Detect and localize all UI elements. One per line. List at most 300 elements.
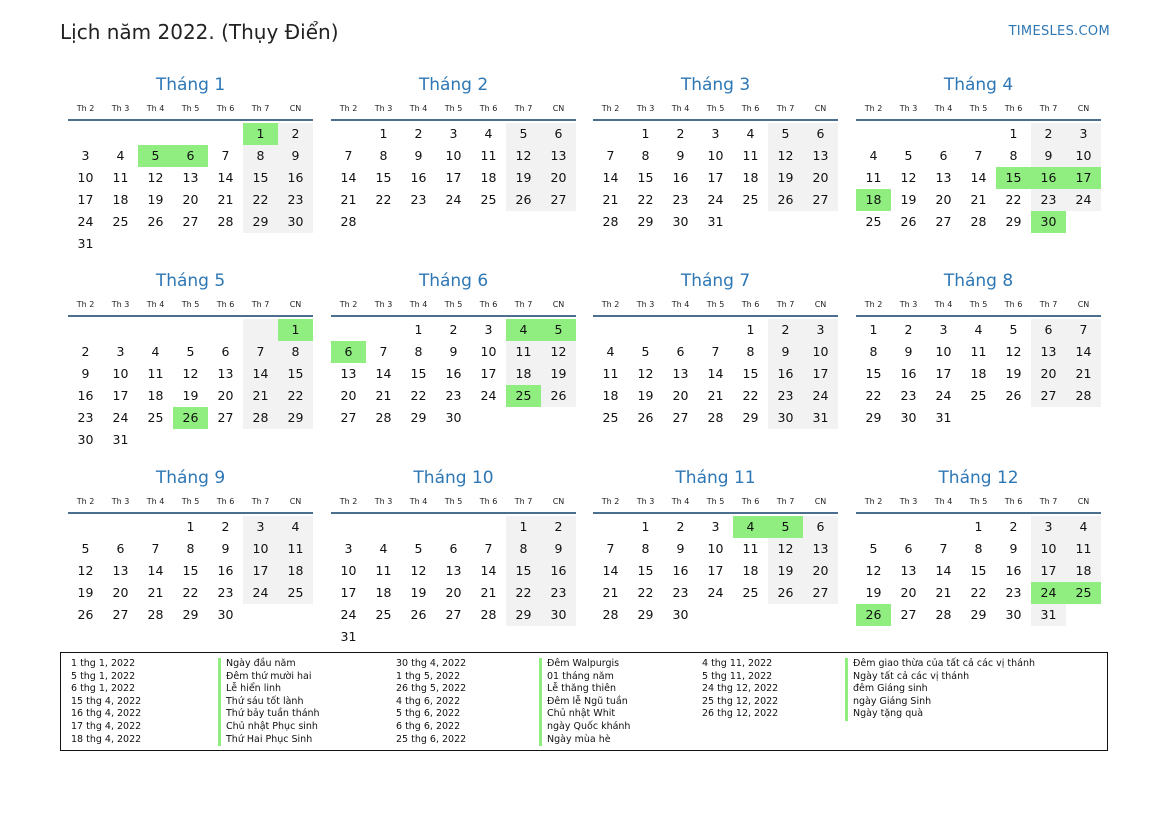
weekday-label: Th 4: [146, 300, 165, 309]
day-cell: 15: [742, 366, 759, 381]
day-cell: 12: [77, 563, 94, 578]
empty-cell: [961, 123, 996, 145]
day-cell: 7: [711, 344, 720, 359]
empty-cell: [366, 211, 401, 233]
day-cell: 19: [410, 585, 427, 600]
weekday-label: Th 6: [216, 497, 235, 506]
weekday-label: Th 4: [671, 300, 690, 309]
day-cell: 8: [869, 344, 878, 359]
day-cell: 1: [641, 126, 650, 141]
weekday-label: Th 2: [339, 300, 358, 309]
day-cell: 11: [506, 341, 541, 363]
weekday-label: Th 5: [706, 497, 725, 506]
day-cell: 13: [803, 145, 838, 167]
day-cell: 12: [768, 538, 803, 560]
day-cell: 5: [506, 123, 541, 145]
day-cell: 24: [243, 582, 278, 604]
empty-cell: [593, 516, 628, 538]
weekday-label: Th 3: [899, 300, 918, 309]
day-cell: 1: [641, 519, 650, 534]
day-cell: 29: [865, 410, 882, 425]
legend-names-3: [845, 658, 1035, 721]
holiday-cell: 6: [331, 341, 366, 363]
day-cell: 28: [340, 214, 357, 229]
holiday-cell: 15: [996, 167, 1031, 189]
legend-date: 25 thg 12, 2022: [702, 695, 779, 707]
day-cell: 3: [81, 148, 90, 163]
weekday-label: Th 4: [146, 497, 165, 506]
day-cell: 21: [375, 388, 392, 403]
day-cell: 5: [904, 148, 913, 163]
weekday-label: Th 3: [111, 104, 130, 113]
day-cell: 20: [803, 560, 838, 582]
empty-cell: [401, 211, 436, 233]
day-cell: 7: [151, 541, 160, 556]
day-cell: 1: [869, 322, 878, 337]
legend-dates-3: [702, 658, 778, 721]
day-cell: 18: [375, 585, 392, 600]
day-cell: 16: [900, 366, 917, 381]
day-cell: 30: [900, 410, 917, 425]
empty-cell: [733, 604, 768, 626]
day-cell: 10: [340, 563, 357, 578]
day-cell: 15: [182, 563, 199, 578]
weekday-label: Th 3: [374, 300, 393, 309]
day-cell: 22: [506, 582, 541, 604]
month-3: [593, 73, 838, 233]
empty-cell: [436, 626, 471, 648]
day-cell: 29: [742, 410, 759, 425]
weekday-label: CN: [1077, 104, 1090, 113]
empty-cell: [856, 123, 891, 145]
day-cell: 22: [742, 388, 759, 403]
weekday-header: [331, 295, 576, 317]
day-cell: 13: [935, 170, 952, 185]
day-cell: 23: [77, 410, 94, 425]
day-cell: 18: [1066, 560, 1101, 582]
empty-cell: [856, 516, 891, 538]
day-cell: 2: [541, 516, 576, 538]
empty-cell: [103, 233, 138, 255]
legend-date: 6 thg 1, 2022: [71, 683, 136, 695]
day-cell: 21: [707, 388, 724, 403]
month-11: [593, 466, 838, 626]
month-name: Tháng 4: [943, 75, 1014, 95]
empty-cell: [243, 429, 278, 451]
empty-cell: [593, 319, 628, 341]
legend-holiday-name: Ngày đầu năm: [218, 658, 320, 671]
day-cell: 4: [379, 541, 388, 556]
weekday-header: [593, 295, 838, 317]
day-cell: 2: [81, 344, 90, 359]
day-cell: 23: [278, 189, 313, 211]
holiday-cell: 1: [278, 319, 313, 341]
weekday-label: Th 3: [636, 300, 655, 309]
legend-date: 17 thg 4, 2022: [71, 720, 142, 732]
holiday-cell: 26: [173, 407, 208, 429]
empty-cell: [733, 211, 768, 233]
day-cell: 14: [935, 563, 952, 578]
empty-cell: [331, 516, 366, 538]
day-cell: 10: [1031, 538, 1066, 560]
day-grid: [856, 319, 1101, 429]
day-cell: 25: [865, 214, 882, 229]
day-cell: 24: [480, 388, 497, 403]
day-cell: 14: [1066, 341, 1101, 363]
empty-cell: [768, 211, 803, 233]
empty-cell: [593, 123, 628, 145]
weekday-label: Th 3: [636, 497, 655, 506]
day-cell: 22: [1005, 192, 1022, 207]
day-cell: 10: [707, 541, 724, 556]
day-cell: 8: [641, 148, 650, 163]
empty-cell: [278, 429, 313, 451]
day-cell: 19: [637, 388, 654, 403]
day-cell: 17: [480, 366, 497, 381]
weekday-label: Th 3: [899, 497, 918, 506]
day-cell: 1: [379, 126, 388, 141]
day-cell: 21: [935, 585, 952, 600]
day-cell: 10: [707, 148, 724, 163]
day-cell: 9: [676, 541, 685, 556]
day-cell: 20: [445, 585, 462, 600]
weekday-label: CN: [814, 497, 827, 506]
day-cell: 13: [445, 563, 462, 578]
day-grid: [593, 123, 838, 233]
weekday-label: Th 6: [1004, 497, 1023, 506]
legend-holiday-name: Chủ nhật Whit: [539, 708, 630, 721]
day-cell: 19: [768, 167, 803, 189]
day-cell: 31: [340, 629, 357, 644]
month-1: [68, 73, 313, 255]
month-4: [856, 73, 1101, 233]
day-cell: 14: [602, 170, 619, 185]
day-cell: 18: [742, 170, 759, 185]
weekday-label: Th 6: [216, 300, 235, 309]
weekday-label: Th 4: [671, 497, 690, 506]
holiday-cell: 25: [506, 385, 541, 407]
day-cell: 4: [484, 126, 493, 141]
day-cell: 21: [480, 585, 497, 600]
weekday-label: CN: [552, 497, 565, 506]
weekday-label: Th 7: [776, 300, 795, 309]
empty-cell: [506, 626, 541, 648]
day-cell: 22: [865, 388, 882, 403]
day-cell: 4: [151, 344, 160, 359]
day-cell: 22: [410, 388, 427, 403]
legend-names-1: [218, 658, 320, 746]
empty-cell: [331, 319, 366, 341]
holiday-cell: 6: [173, 145, 208, 167]
day-cell: 7: [243, 341, 278, 363]
weekday-label: Th 7: [776, 497, 795, 506]
day-cell: 20: [112, 585, 129, 600]
day-cell: 23: [1031, 189, 1066, 211]
weekday-label: Th 5: [969, 497, 988, 506]
month-name: Tháng 11: [675, 468, 756, 488]
day-cell: 25: [970, 388, 987, 403]
day-cell: 20: [672, 388, 689, 403]
day-cell: 7: [606, 148, 615, 163]
weekday-label: Th 6: [741, 104, 760, 113]
day-cell: 2: [221, 519, 230, 534]
day-cell: 29: [182, 607, 199, 622]
day-cell: 13: [900, 563, 917, 578]
day-cell: 15: [375, 170, 392, 185]
day-cell: 17: [77, 192, 94, 207]
empty-cell: [996, 407, 1031, 429]
weekday-label: Th 4: [671, 104, 690, 113]
weekday-header: [593, 492, 838, 514]
day-cell: 14: [340, 170, 357, 185]
day-cell: 13: [340, 366, 357, 381]
weekday-label: Th 3: [111, 300, 130, 309]
day-cell: 24: [935, 388, 952, 403]
day-cell: 10: [935, 344, 952, 359]
day-cell: 5: [81, 541, 90, 556]
day-cell: 11: [375, 563, 392, 578]
day-cell: 24: [707, 585, 724, 600]
day-cell: 3: [449, 126, 458, 141]
day-cell: 10: [803, 341, 838, 363]
legend-date: 24 thg 12, 2022: [702, 683, 779, 695]
legend-dates-2: [396, 658, 466, 746]
weekday-label: Th 7: [514, 104, 533, 113]
day-cell: 3: [243, 516, 278, 538]
empty-cell: [138, 429, 173, 451]
day-cell: 4: [278, 516, 313, 538]
empty-cell: [243, 319, 278, 341]
day-cell: 11: [742, 148, 759, 163]
legend-holiday-name: Chủ nhật Phục sinh: [218, 721, 320, 734]
day-cell: 11: [147, 366, 164, 381]
day-cell: 5: [414, 541, 423, 556]
day-cell: 6: [116, 541, 125, 556]
day-cell: 1: [974, 519, 983, 534]
day-cell: 3: [939, 322, 948, 337]
day-cell: 26: [637, 410, 654, 425]
day-cell: 31: [1031, 604, 1066, 626]
empty-cell: [471, 211, 506, 233]
day-cell: 11: [970, 344, 987, 359]
weekday-label: Th 5: [444, 300, 463, 309]
legend-date: 4 thg 11, 2022: [702, 658, 773, 669]
day-cell: 15: [278, 363, 313, 385]
day-cell: 17: [707, 563, 724, 578]
day-cell: 11: [865, 170, 882, 185]
day-cell: 24: [803, 385, 838, 407]
day-cell: 5: [186, 344, 195, 359]
day-cell: 27: [112, 607, 129, 622]
holiday-legend: [60, 652, 1108, 751]
day-cell: 9: [278, 145, 313, 167]
legend-date: 1 thg 5, 2022: [396, 670, 461, 682]
day-cell: 25: [375, 607, 392, 622]
holiday-cell: 24: [1031, 582, 1066, 604]
empty-cell: [366, 319, 401, 341]
day-cell: 6: [1031, 319, 1066, 341]
weekday-header: [68, 492, 313, 514]
day-cell: 22: [243, 189, 278, 211]
empty-cell: [436, 211, 471, 233]
day-cell: 14: [147, 563, 164, 578]
day-grid: [68, 123, 313, 255]
empty-cell: [138, 123, 173, 145]
day-cell: 18: [602, 388, 619, 403]
month-7: [593, 269, 838, 429]
holiday-cell: 5: [138, 145, 173, 167]
empty-cell: [471, 626, 506, 648]
holiday-cell: 18: [856, 189, 891, 211]
empty-cell: [208, 123, 243, 145]
day-cell: 25: [278, 582, 313, 604]
empty-cell: [1066, 407, 1101, 429]
day-cell: 16: [410, 170, 427, 185]
day-cell: 22: [182, 585, 199, 600]
empty-cell: [698, 319, 733, 341]
day-cell: 15: [970, 563, 987, 578]
day-cell: 17: [1031, 560, 1066, 582]
day-cell: 23: [1005, 585, 1022, 600]
empty-cell: [401, 516, 436, 538]
empty-cell: [103, 123, 138, 145]
day-cell: 29: [1005, 214, 1022, 229]
day-cell: 11: [278, 538, 313, 560]
legend-holiday-name: Thứ sáu tốt lành: [218, 696, 320, 709]
day-cell: 18: [278, 560, 313, 582]
weekday-label: Th 3: [374, 104, 393, 113]
empty-cell: [961, 407, 996, 429]
day-cell: 14: [480, 563, 497, 578]
weekday-label: Th 3: [636, 104, 655, 113]
day-cell: 27: [182, 214, 199, 229]
legend-holiday-name: Thứ bảy tuần thánh: [218, 708, 320, 721]
empty-cell: [891, 123, 926, 145]
day-cell: 5: [768, 123, 803, 145]
day-cell: 25: [112, 214, 129, 229]
empty-cell: [68, 319, 103, 341]
day-cell: 8: [746, 344, 755, 359]
day-cell: 3: [803, 319, 838, 341]
day-cell: 3: [1066, 123, 1101, 145]
day-cell: 17: [112, 388, 129, 403]
day-cell: 26: [541, 385, 576, 407]
day-cell: 11: [480, 148, 497, 163]
day-cell: 10: [480, 344, 497, 359]
month-10: [331, 466, 576, 648]
day-cell: 4: [974, 322, 983, 337]
day-grid: [593, 319, 838, 429]
weekday-label: CN: [1077, 497, 1090, 506]
weekday-label: Th 6: [479, 104, 498, 113]
legend-date: 25 thg 6, 2022: [396, 733, 467, 745]
day-cell: 10: [445, 148, 462, 163]
empty-cell: [68, 516, 103, 538]
day-cell: 11: [1066, 538, 1101, 560]
legend-date: 26 thg 5, 2022: [396, 683, 467, 695]
day-cell: 20: [935, 192, 952, 207]
day-cell: 29: [506, 604, 541, 626]
day-cell: 15: [637, 170, 654, 185]
weekday-label: Th 7: [1039, 300, 1058, 309]
legend-names-2: [539, 658, 630, 746]
day-cell: 29: [637, 214, 654, 229]
weekday-label: Th 6: [741, 497, 760, 506]
legend-dates-1: [71, 658, 141, 746]
holiday-cell: 26: [856, 604, 891, 626]
empty-cell: [208, 319, 243, 341]
empty-cell: [173, 233, 208, 255]
weekday-label: Th 4: [934, 104, 953, 113]
day-cell: 26: [1005, 388, 1022, 403]
empty-cell: [103, 319, 138, 341]
legend-date: 4 thg 6, 2022: [396, 695, 461, 707]
weekday-label: Th 5: [969, 300, 988, 309]
legend-date: 18 thg 4, 2022: [71, 733, 142, 745]
day-cell: 14: [707, 366, 724, 381]
day-cell: 4: [606, 344, 615, 359]
weekday-label: Th 6: [479, 300, 498, 309]
weekday-label: Th 2: [76, 497, 95, 506]
day-cell: 24: [340, 607, 357, 622]
weekday-label: Th 7: [776, 104, 795, 113]
day-cell: 30: [217, 607, 234, 622]
weekday-header: [593, 99, 838, 121]
day-cell: 9: [221, 541, 230, 556]
day-cell: 21: [970, 192, 987, 207]
day-cell: 24: [707, 192, 724, 207]
day-cell: 23: [541, 582, 576, 604]
weekday-label: CN: [814, 300, 827, 309]
day-cell: 26: [768, 189, 803, 211]
day-cell: 30: [768, 407, 803, 429]
empty-cell: [471, 407, 506, 429]
site-brand[interactable]: TIMESLES.COM: [1008, 24, 1110, 39]
day-cell: 27: [217, 410, 234, 425]
day-cell: 23: [672, 585, 689, 600]
weekday-label: Th 3: [374, 497, 393, 506]
day-cell: 23: [410, 192, 427, 207]
day-cell: 19: [865, 585, 882, 600]
empty-cell: [436, 516, 471, 538]
day-cell: 19: [506, 167, 541, 189]
empty-cell: [471, 516, 506, 538]
day-grid: [593, 516, 838, 626]
day-cell: 16: [217, 563, 234, 578]
day-cell: 6: [676, 344, 685, 359]
weekday-label: Th 7: [514, 300, 533, 309]
day-cell: 21: [602, 192, 619, 207]
day-cell: 2: [449, 322, 458, 337]
day-cell: 20: [182, 192, 199, 207]
empty-cell: [698, 604, 733, 626]
day-cell: 19: [147, 192, 164, 207]
day-cell: 2: [1009, 519, 1018, 534]
day-cell: 8: [278, 341, 313, 363]
month-name: Tháng 5: [155, 271, 226, 291]
empty-cell: [401, 626, 436, 648]
month-8: [856, 269, 1101, 429]
day-grid: [68, 319, 313, 451]
weekday-label: Th 5: [181, 300, 200, 309]
day-cell: 13: [672, 366, 689, 381]
day-cell: 20: [900, 585, 917, 600]
day-cell: 27: [935, 214, 952, 229]
day-cell: 27: [672, 410, 689, 425]
day-cell: 24: [445, 192, 462, 207]
day-cell: 28: [602, 607, 619, 622]
month-name: Tháng 10: [413, 468, 494, 488]
